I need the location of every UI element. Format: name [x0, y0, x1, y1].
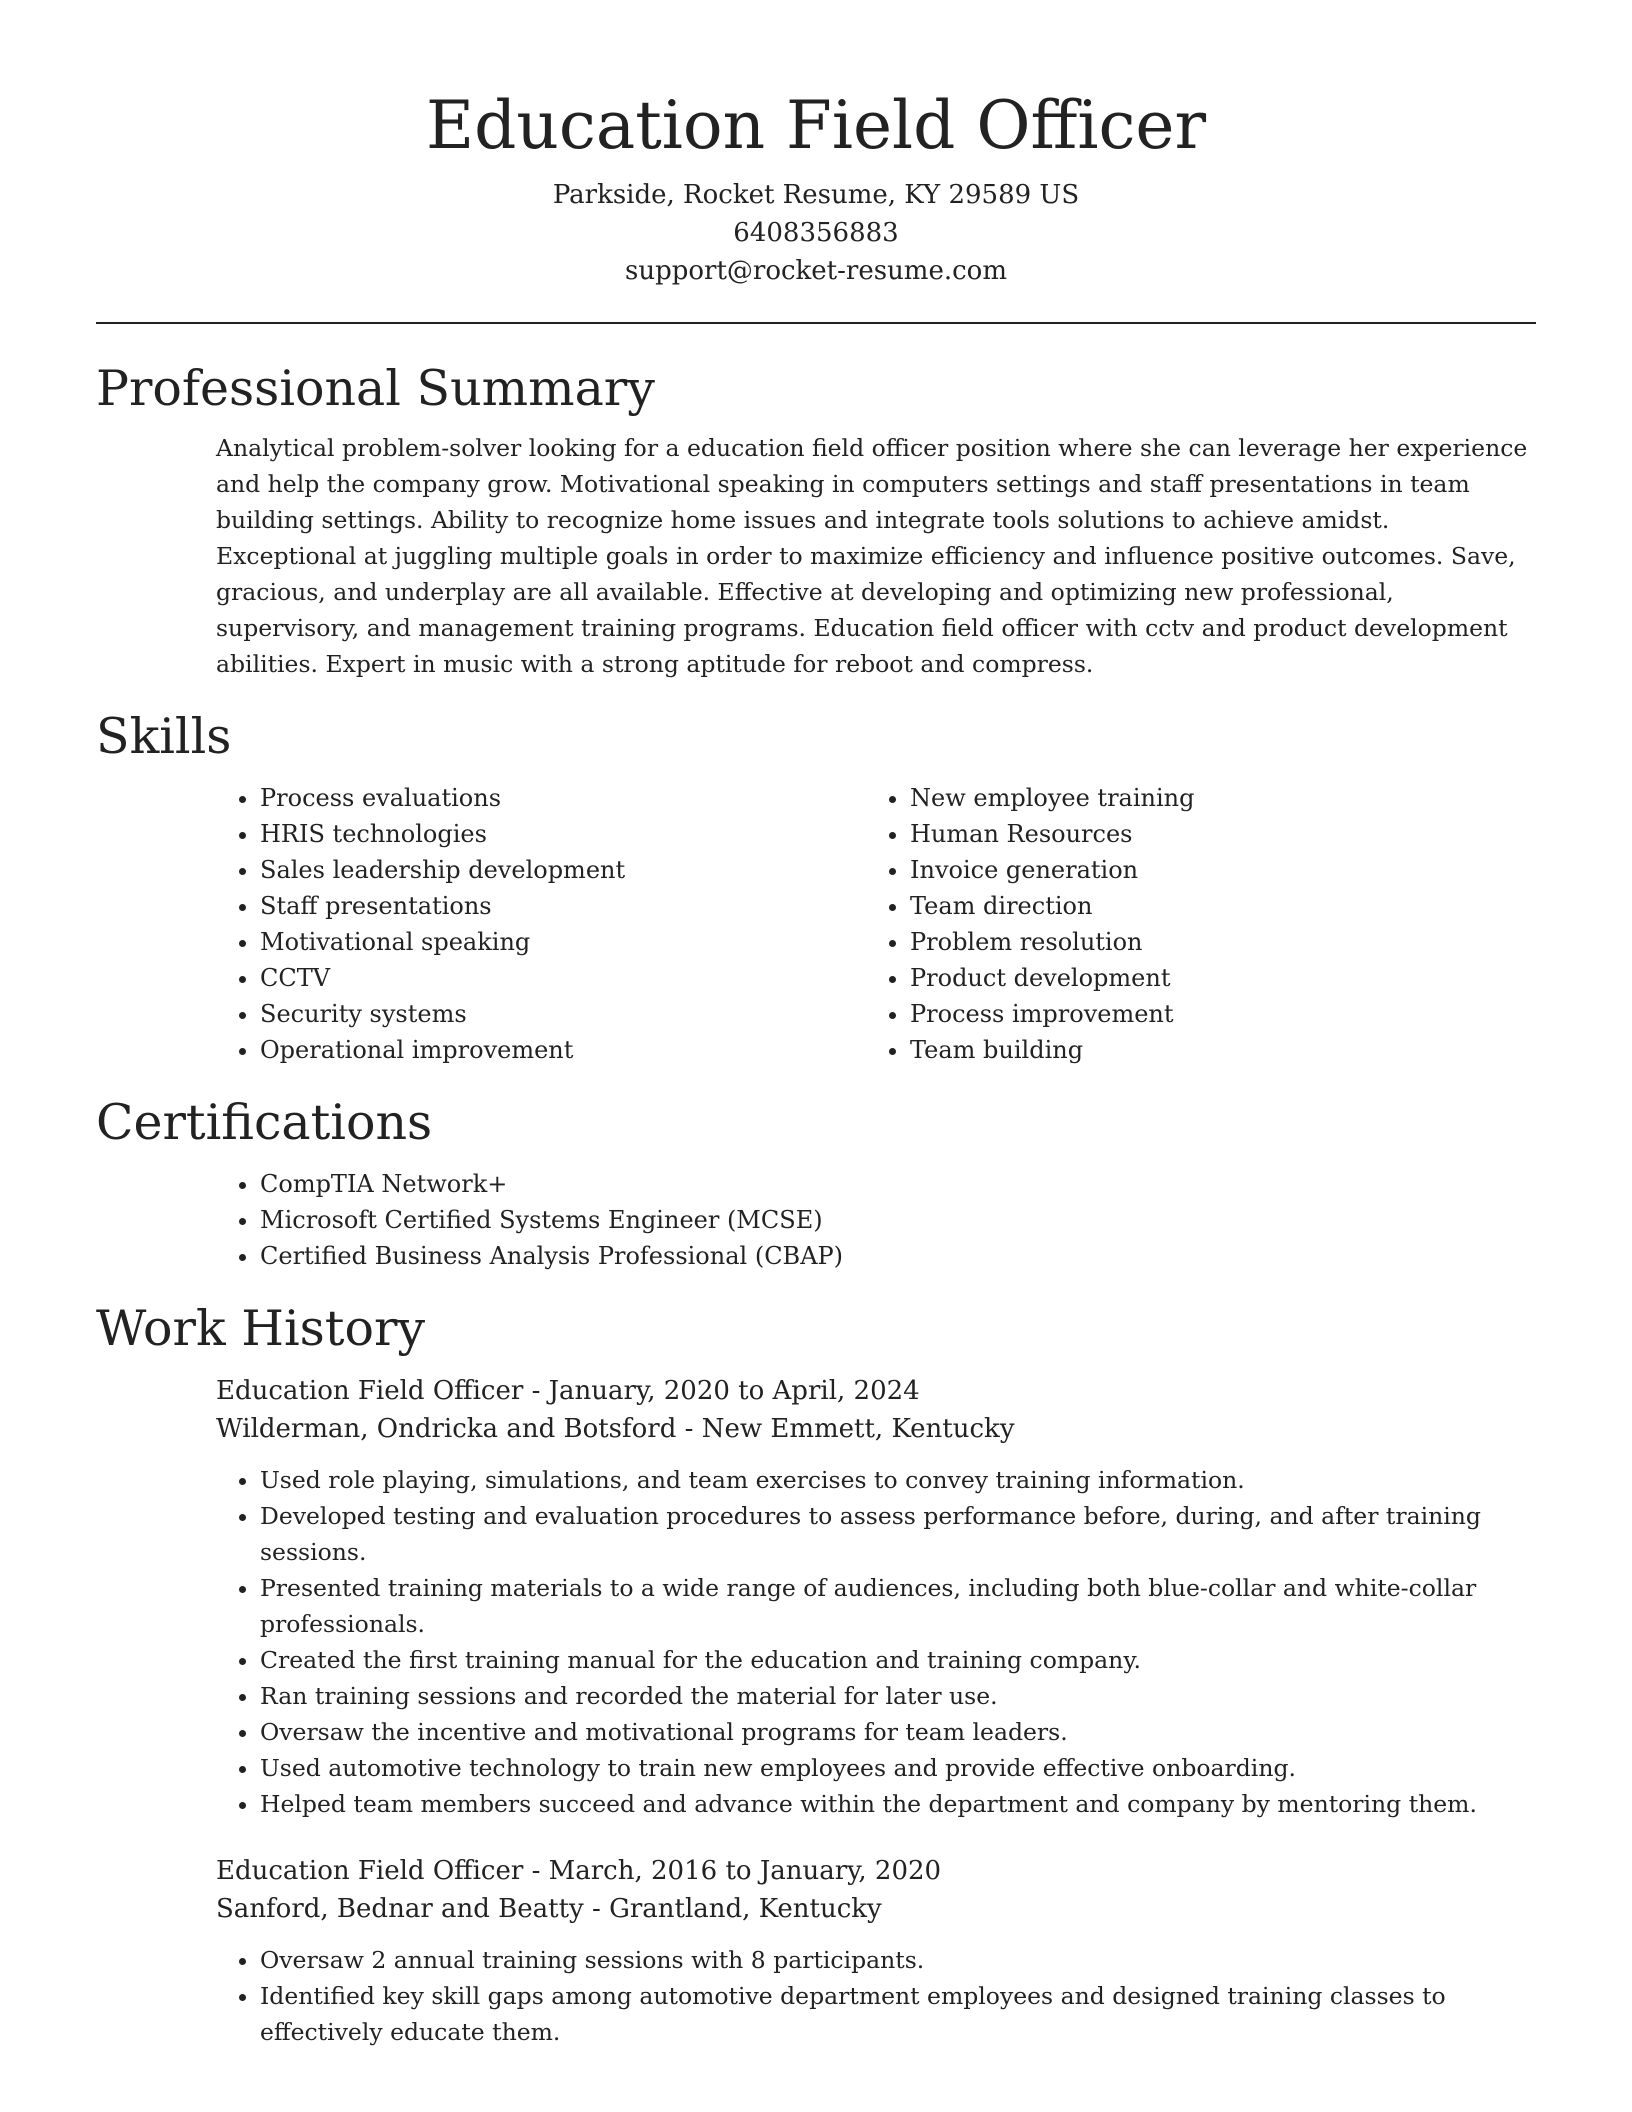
certification-item: • CompTIA Network+	[260, 1166, 1536, 1202]
resume-header	[96, 0, 1536, 290]
job-location: - New Emmett, Kentucky	[676, 1414, 1015, 1444]
skill-item: • Process improvement	[910, 996, 1516, 1032]
job-bullet: • Oversaw 2 annual training sessions with 8 participants.	[260, 1942, 1536, 1978]
job-bullet: • Used automotive technology to train new employees and provide effective onboarding.	[260, 1750, 1536, 1786]
contact-address: Parkside, Rocket Resume, KY 29589 US	[552, 180, 1080, 210]
certifications-section	[96, 1092, 1536, 1274]
job-company-line	[216, 1890, 1536, 1928]
header-divider	[96, 322, 1536, 324]
job-bullet: • Ran training sessions and recorded the material for later use.	[260, 1678, 1536, 1714]
certifications-title: Certifications	[96, 1094, 433, 1151]
skill-item: • Product development	[910, 960, 1516, 996]
job-bullet: • Helped team members succeed and advance within the department and company by mentoring them.	[260, 1786, 1536, 1822]
job-entry	[96, 1372, 1536, 1822]
job-company: Wilderman, Ondricka and Botsford	[216, 1414, 677, 1444]
job-bullet: • Developed testing and evaluation procedures to assess performance before, during, and after training sessions.	[260, 1498, 1536, 1570]
skills-section	[96, 706, 1536, 1068]
contact-email: support@rocket-resume.com	[624, 256, 1007, 286]
summary-title: Professional Summary	[96, 360, 655, 417]
job-bullet: • Identified key skill gaps among automotive department employees and designed training classes to effectively educate them.	[260, 1978, 1536, 2050]
contact-block	[96, 176, 1536, 290]
candidate-name: Education Field Officer	[425, 87, 1207, 164]
skill-item: • Sales leadership development	[260, 852, 866, 888]
job-entry	[96, 1852, 1536, 2050]
job-dates: - March, 2016 to January, 2020	[523, 1856, 942, 1886]
job-bullet: • Used role playing, simulations, and team exercises to convey training information.	[260, 1462, 1536, 1498]
summary-text: Analytical problem-solver looking for a education field officer position where she can leverage her experience and help the company grow. Motivational speaking in computers settings and staff presentations in team building settings. Ability to recognize home issues and integrate tools solutions to achieve amidst. Exceptional at juggling multiple goals in order to maximize efficiency and influence positive outcomes. Save, gracious, and underplay are all available. Effective at developing and optimizing new professional, supervisory, and management training programs. Education field officer with cctv and product development abilities. Expert in music with a strong aptitude for reboot and compress.	[216, 434, 1528, 678]
job-bullet: • Created the first training manual for the education and training company.	[260, 1642, 1536, 1678]
skills-column-left	[216, 780, 866, 1068]
job-dates: - January, 2020 to April, 2024	[523, 1376, 920, 1406]
job-bullet: • Presented training materials to a wide range of audiences, including both blue-collar and white-collar professionals.	[260, 1570, 1536, 1642]
skill-item: • Operational improvement	[260, 1032, 866, 1068]
job-bullet: • Oversaw the incentive and motivational programs for team leaders.	[260, 1714, 1536, 1750]
skill-item: • Problem resolution	[910, 924, 1516, 960]
skill-item: • Security systems	[260, 996, 866, 1032]
skill-item: • Team direction	[910, 888, 1516, 924]
skills-column-right	[866, 780, 1516, 1068]
job-company: Sanford, Bednar and Beatty	[216, 1894, 584, 1924]
job-company-line	[216, 1410, 1536, 1448]
job-title-line	[216, 1372, 1536, 1410]
work-history-title: Work History	[96, 1300, 426, 1357]
skill-item: • New employee training	[910, 780, 1516, 816]
summary-section	[96, 358, 1536, 682]
job-role: Education Field Officer	[216, 1376, 524, 1406]
skill-item: • Team building	[910, 1032, 1516, 1068]
job-title-line	[216, 1852, 1536, 1890]
contact-phone: 6408356883	[733, 218, 899, 248]
job-role: Education Field Officer	[216, 1856, 524, 1886]
skill-item: • HRIS technologies	[260, 816, 866, 852]
work-history-section	[96, 1298, 1536, 2050]
skill-item: • CCTV	[260, 960, 866, 996]
certification-item: • Microsoft Certified Systems Engineer (MCSE)	[260, 1202, 1536, 1238]
skill-item: • Invoice generation	[910, 852, 1516, 888]
skills-title: Skills	[96, 708, 232, 765]
skill-item: • Motivational speaking	[260, 924, 866, 960]
skill-item: • Process evaluations	[260, 780, 866, 816]
skill-item: • Staff presentations	[260, 888, 866, 924]
skill-item: • Human Resources	[910, 816, 1516, 852]
certification-item: • Certified Business Analysis Professional (CBAP)	[260, 1238, 1536, 1274]
job-location: - Grantland, Kentucky	[583, 1894, 882, 1924]
